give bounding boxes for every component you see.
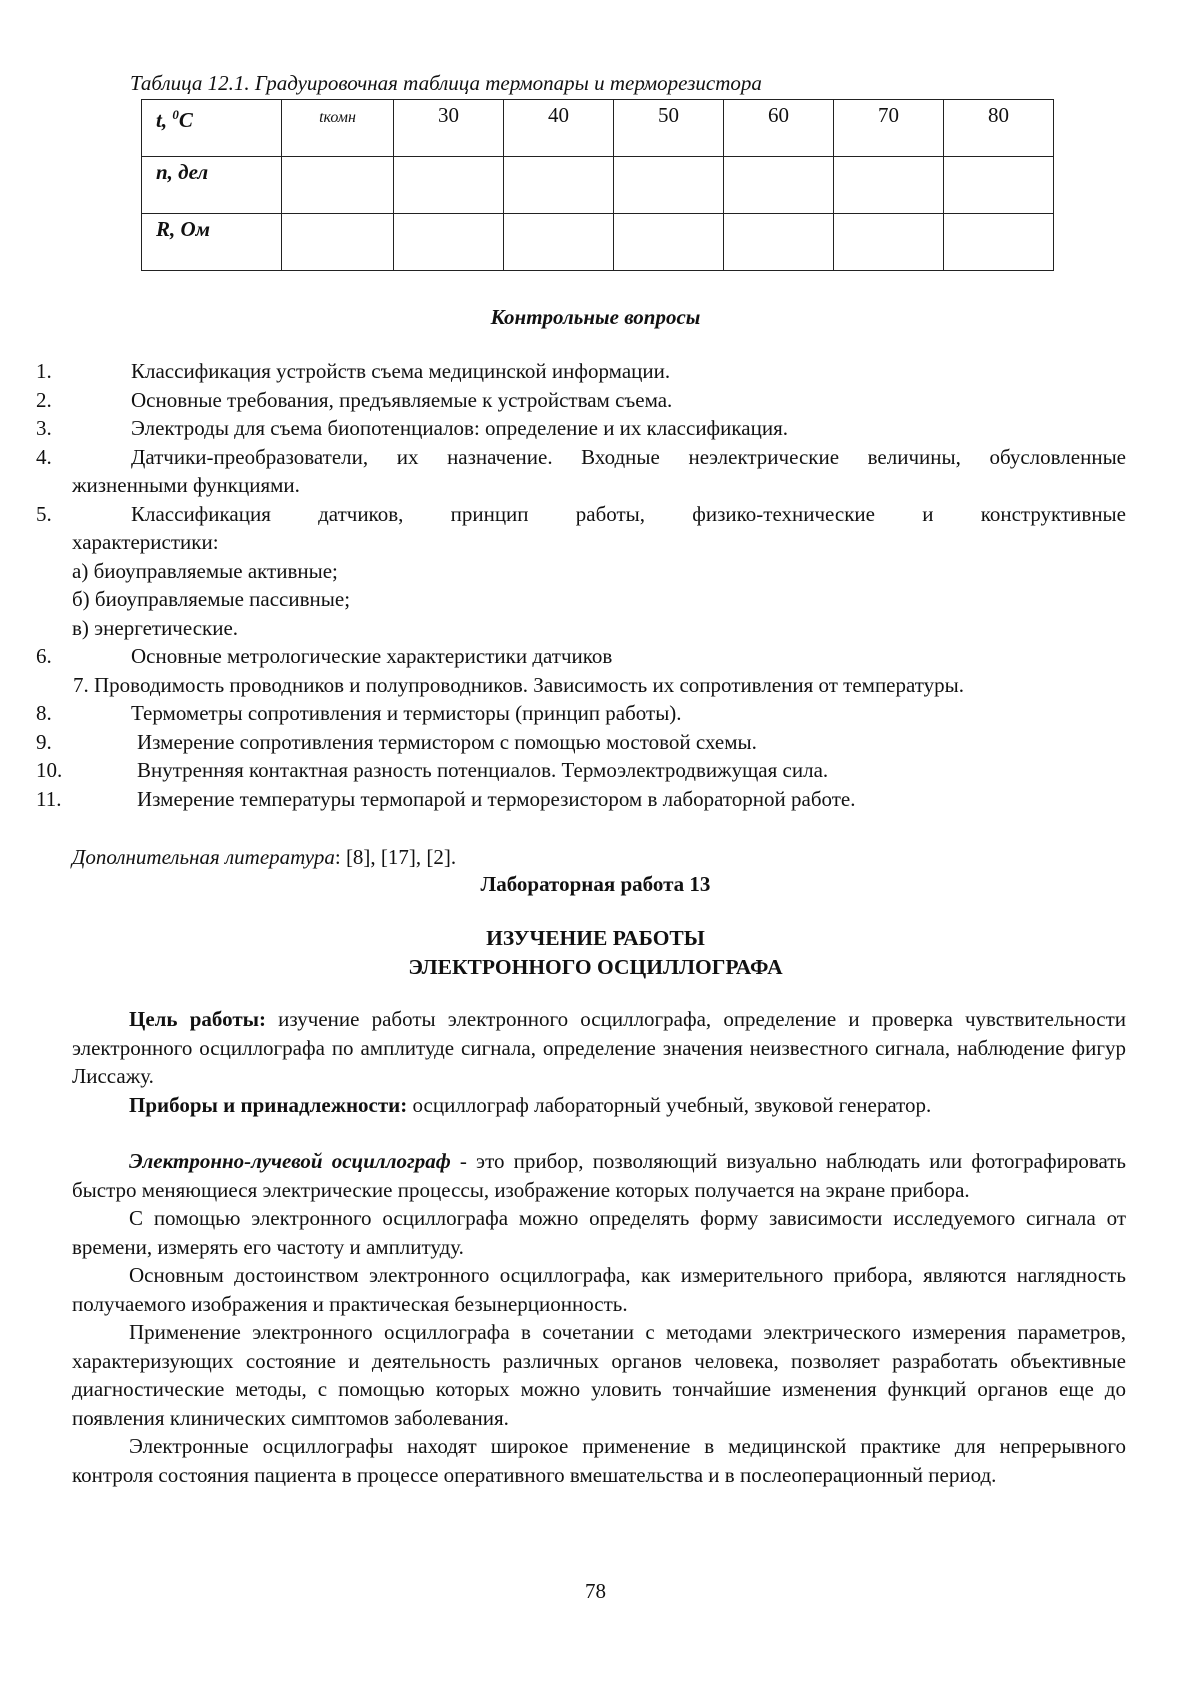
table-cell (282, 157, 394, 214)
list-item (36, 414, 1126, 443)
question-text: Основные метрологические характеристики датчиков (131, 644, 613, 668)
table-row (142, 100, 1054, 157)
sub-item: б) биоуправляемые пассивные; (72, 587, 351, 611)
question-text: Электроды для съема биопотенциалов: определение и их классификация. (131, 416, 788, 440)
table-row-label: R, Ом (142, 214, 282, 271)
table-caption: Таблица 12.1. Градуировочная таблица термопары и терморезистора (130, 71, 762, 95)
table-cell (614, 157, 724, 214)
table-cell (394, 214, 504, 271)
table-cell (504, 214, 614, 271)
table-cell (834, 157, 944, 214)
question-text: Классификация устройств съема медицинской информации. (131, 359, 671, 383)
question-number: 11. (36, 786, 62, 811)
questions-list (36, 357, 1126, 813)
table-cell (944, 157, 1054, 214)
list-item (36, 756, 1126, 785)
table-row-label: n, дел (142, 157, 282, 214)
list-item (36, 699, 1126, 728)
lab-title: Лабораторная работа 13 (480, 872, 711, 896)
paragraph: С помощью электронного осциллографа можно определять форму зависимости исследуемого сигнала от времени, измерять его частоту и амплитуду. (72, 1206, 1126, 1259)
table-cell: 80 (944, 100, 1054, 157)
table-cell (724, 157, 834, 214)
term: Электронно-лучевой осциллограф (129, 1149, 451, 1173)
question-text: Измерение сопротивления термистором с помощью мостовой схемы. (137, 729, 757, 754)
table-cell (394, 157, 504, 214)
table-cell (504, 157, 614, 214)
question-continuation: жизненными функциями. (72, 473, 300, 497)
table-cell: 70 (834, 100, 944, 157)
list-item (36, 671, 1126, 700)
table-cell: 50 (614, 100, 724, 157)
work-title-line: ЭЛЕКТРОННОГО ОСЦИЛЛОГРАФА (408, 954, 783, 979)
literature-refs: : [8], [17], [2]. (334, 845, 457, 869)
calibration-table (141, 99, 1054, 271)
table-row (142, 157, 1054, 214)
work-title (0, 924, 1191, 981)
table-cell: 30 (394, 100, 504, 157)
question-text: Основные требования, предъявляемые к устройствам съема. (131, 387, 673, 412)
question-number: 6. (36, 644, 52, 668)
body-text (72, 1005, 1126, 1489)
list-item (36, 642, 1126, 671)
sub-item: а) биоуправляемые активные; (72, 558, 338, 583)
sub-item: в) энергетические. (72, 615, 239, 640)
list-item (36, 357, 1126, 386)
page-number: 78 (585, 1579, 606, 1603)
question-number: 4. (36, 444, 52, 469)
table-cell: 40 (504, 100, 614, 157)
table-cell: 60 (724, 100, 834, 157)
question-number: 8. (36, 701, 52, 725)
question-continuation: характеристики: (72, 530, 219, 554)
question-text: Внутренняя контактная разность потенциалов. Термоэлектродвижущая сила. (137, 758, 829, 782)
devices-label: Приборы и принадлежности: (129, 1092, 408, 1117)
list-item (36, 728, 1126, 757)
list-item (36, 386, 1126, 415)
questions-title: Контрольные вопросы (490, 305, 701, 329)
work-title-line: ИЗУЧЕНИЕ РАБОТЫ (486, 926, 705, 950)
paragraph: Электронно-лучевой осциллограф - это прибор, позволяющий визуально наблюдать или фотографировать быстро меняющиеся электрические процессы, изображение которых получается на экране прибора. (72, 1149, 1127, 1202)
question-text: 7. Проводимость проводников и полупроводников. Зависимость их сопротивления от температуры. (73, 672, 965, 697)
paragraph: Применение электронного осциллографа в сочетании с методами электрического измерения параметров, характеризующих состояние и деятельность различных органов человека, позволяет разработать объективные диагностические методы, с помощью которых можно уловить тончайшие изменения функций органов еще до появления клинических симптомов заболевания. (72, 1320, 1126, 1430)
table-cell (944, 214, 1054, 271)
question-number: 1. (36, 359, 52, 383)
devices-paragraph: Приборы и принадлежности: осциллограф лабораторный учебный, звуковой генератор. (129, 1092, 932, 1117)
list-item (36, 785, 1126, 814)
table-header-temperature: t, $^0$C (142, 100, 282, 157)
additional-literature (72, 843, 456, 872)
question-text: Измерение температуры термопарой и терморезистором в лабораторной работе. (137, 786, 856, 811)
table-cell (614, 214, 724, 271)
question-text: Классификация датчиков, принцип работы, физико-технические и конструктивные (131, 501, 1126, 526)
table-cell (282, 214, 394, 271)
question-number: 5. (36, 501, 52, 526)
question-number: 3. (36, 416, 52, 440)
question-number: 10. (36, 758, 63, 782)
paragraph: Электронные осциллографы находят широкое применение в медицинской практике для непрерывного контроля состояния пациента в процессе оперативного вмешательства и в послеоперационный период. (72, 1434, 1126, 1487)
question-text: Датчики-преобразователи, их назначение. Входные неэлектрические величины, обусловленные (131, 444, 1126, 469)
table-cell (724, 214, 834, 271)
question-number: 9. (36, 729, 52, 754)
paragraph: Основным достоинством электронного осциллографа, как измерительного прибора, являются наглядность получаемого изображения и практическая безынерционность. (72, 1263, 1126, 1316)
literature-label: Дополнительная литература (72, 845, 335, 869)
goal-paragraph: Цель работы: изучение работы электронного осциллографа, определение и проверка чувствительности электронного осциллографа по амплитуде сигнала, определение значения неизвестного сигнала, наблюдение фигур Лиссажу. (72, 1007, 1127, 1088)
list-item (36, 443, 1126, 500)
goal-label: Цель работы: (129, 1007, 267, 1031)
table-cell (834, 214, 944, 271)
question-text: Термометры сопротивления и термисторы (принцип работы). (131, 701, 682, 725)
question-number: 2. (36, 387, 52, 412)
table-cell-room-temp: tкомн (282, 100, 394, 157)
list-item (36, 500, 1126, 643)
table-row (142, 214, 1054, 271)
